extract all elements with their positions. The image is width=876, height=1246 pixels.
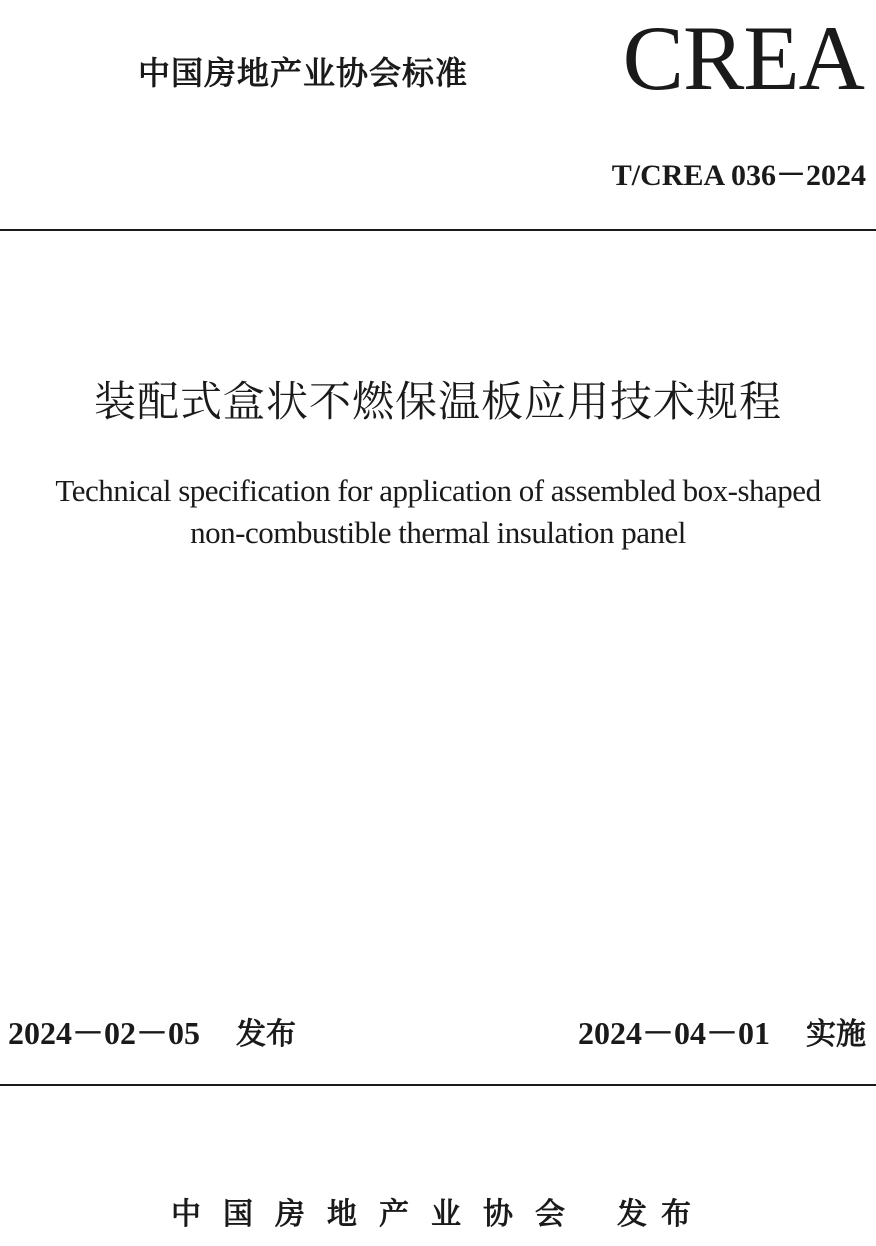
implement-label: 实施 [806, 1017, 866, 1052]
standard-type-label: 中国房地产业协会标准 [138, 54, 469, 92]
crea-logo: CREA [622, 7, 864, 109]
footer-divider [0, 1084, 876, 1086]
issue-label: 发布 [236, 1017, 297, 1052]
standard-number: T/CREA 036－2024 [611, 159, 866, 192]
implement-date: 2024－04－01 [577, 1015, 770, 1051]
publisher-name: 中国房地产业协会 [171, 1197, 587, 1232]
document-title-english-line1: Technical specification for application of assembled box-shaped [55, 473, 821, 508]
issue-date: 2024－02－05 [8, 1015, 201, 1051]
document-title-english-line2: non-combustible thermal insulation panel [190, 515, 686, 550]
implement-date-block [578, 1010, 866, 1058]
document-title-chinese: 装配式盒状不燃保温板应用技术规程 [93, 377, 782, 426]
publisher-action: 发布 [617, 1197, 705, 1232]
publisher-line [0, 1190, 876, 1240]
issue-date-block [8, 1010, 296, 1058]
header-divider [0, 229, 876, 231]
document-title-english [0, 470, 876, 554]
